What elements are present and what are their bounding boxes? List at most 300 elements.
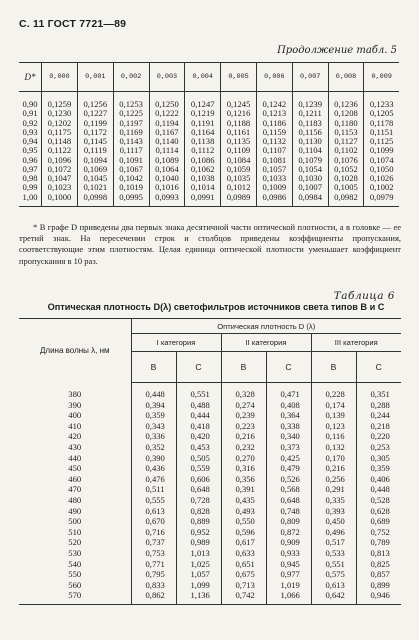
table-cell: 0,1227 [77, 109, 113, 118]
table-cell: 0,390 [131, 453, 176, 464]
wavelength-cell: 390 [68, 399, 82, 410]
table-cell: 0,1138 [185, 137, 221, 146]
table-cell: 0,336 [131, 431, 176, 442]
table-cell: 0,343 [131, 421, 176, 432]
table-cell: 0,444 [176, 410, 221, 421]
table-cell: 0,713 [221, 580, 266, 591]
table-cell: 0,1169 [113, 128, 149, 137]
table-cell: 0,1127 [328, 137, 364, 146]
table-cell: 0,1072 [42, 165, 78, 174]
table-cell: 0,1186 [256, 119, 292, 128]
table-cell: 1,013 [176, 548, 221, 559]
table-cell: 0,1233 [364, 92, 399, 110]
column-header: 0,005 [221, 63, 257, 92]
table-cell: 0,568 [266, 484, 311, 495]
table-cell: 0,1175 [42, 128, 78, 137]
table-cell: 0,305 [356, 453, 401, 464]
d-column-header: D* [19, 63, 42, 92]
row-label: 0,95 [22, 145, 38, 156]
table-row [19, 463, 401, 474]
table-cell: 0,139 [311, 410, 356, 421]
table-cell: 0,352 [131, 442, 176, 453]
table-cell: 0,270 [221, 453, 266, 464]
table-cell: 0,1242 [256, 92, 292, 110]
table-cell: 0,1161 [221, 128, 257, 137]
table-cell: 0,1074 [364, 156, 399, 165]
wavelength-cell: 550 [68, 569, 82, 580]
wavelength-cell: 430 [68, 441, 82, 452]
table-cell: 0,0995 [113, 193, 149, 207]
table-cell: 0,1180 [328, 119, 364, 128]
column-header: 0,001 [77, 63, 113, 92]
table-cell: 0,872 [266, 527, 311, 538]
table-cell: 0,1213 [256, 109, 292, 118]
table-cell: 0,1104 [292, 146, 328, 155]
table-cell: 0,933 [266, 548, 311, 559]
table-row [19, 383, 401, 400]
table-row [19, 92, 399, 110]
table-cell: 0,0984 [292, 193, 328, 207]
table-cell: 0,1159 [256, 128, 292, 137]
column-header: 0,007 [292, 63, 328, 92]
row-label: 0,99 [22, 182, 38, 193]
table-cell: 0,946 [356, 590, 401, 604]
table-row [19, 516, 401, 527]
table-cell: 0,1081 [256, 156, 292, 165]
table-cell: 0,453 [176, 442, 221, 453]
wavelength-cell: 460 [68, 473, 82, 484]
table-cell: 0,1009 [256, 183, 292, 192]
table-cell: 1,136 [176, 590, 221, 604]
table-cell: 0,394 [131, 400, 176, 411]
table-cell: 0,1236 [328, 92, 364, 110]
table-cell: 0,448 [356, 484, 401, 495]
table-row [19, 410, 401, 421]
table-cell: 0,1178 [364, 119, 399, 128]
table-row [19, 400, 401, 411]
table-cell: 0,351 [356, 383, 401, 400]
table-cell: 0,218 [356, 421, 401, 432]
table-cell: 0,391 [221, 484, 266, 495]
table-cell: 0,1062 [185, 165, 221, 174]
table-row [19, 431, 401, 442]
table-cell: 0,575 [311, 569, 356, 580]
table-cell: 0,373 [266, 442, 311, 453]
table-row [19, 495, 401, 506]
table-cell: 0,517 [311, 537, 356, 548]
table-cell: 0,436 [131, 463, 176, 474]
table-cell: 0,216 [311, 463, 356, 474]
table-cell: 0,1167 [149, 128, 185, 137]
table-cell: 0,0982 [328, 193, 364, 207]
table-cell: 0,1089 [149, 156, 185, 165]
table-cell: 0,340 [266, 431, 311, 442]
table-row [19, 527, 401, 538]
table-cell: 0,505 [176, 453, 221, 464]
table-cell: 0,450 [311, 516, 356, 527]
table-cell: 0,753 [131, 548, 176, 559]
table-cell: 0,1216 [221, 109, 257, 118]
table-cell: 0,435 [221, 495, 266, 506]
table-row [19, 559, 401, 570]
table-cell: 0,1040 [149, 174, 185, 183]
table-row [19, 474, 401, 485]
table-cell: 0,1012 [221, 183, 257, 192]
wavelength-cell: 570 [19, 590, 131, 604]
table-cell: 0,771 [131, 559, 176, 570]
table-cell: 0,550 [221, 516, 266, 527]
table-cell: 0,1219 [185, 109, 221, 118]
table-cell: 0,228 [311, 383, 356, 400]
table-cell: 0,1057 [256, 165, 292, 174]
column-header: 0,008 [328, 63, 364, 92]
table-cell: 0,288 [356, 400, 401, 411]
table-cell: 0,1230 [42, 109, 78, 118]
wavelength-cell: 470 [68, 484, 82, 495]
table-cell: 0,356 [221, 474, 266, 485]
table-cell: 0,223 [221, 421, 266, 432]
table-5-header-row [19, 63, 399, 92]
table-cell: 1,025 [176, 559, 221, 570]
table-cell: 0,1016 [149, 183, 185, 192]
table-cell: 0,633 [221, 548, 266, 559]
wavelength-cell: 420 [68, 431, 82, 442]
table-cell: 0,132 [311, 442, 356, 453]
table-cell: 0,1026 [364, 174, 399, 183]
table-cell: 0,1030 [292, 174, 328, 183]
table-cell: 0,737 [131, 537, 176, 548]
table-cell: 0,471 [266, 383, 311, 400]
table-cell: 0,1191 [185, 119, 221, 128]
table-cell: 0,174 [311, 400, 356, 411]
table-cell: 0,1052 [328, 165, 364, 174]
table-cell: 0,1145 [77, 137, 113, 146]
table-cell: 0,613 [311, 580, 356, 591]
table-cell: 0,716 [131, 527, 176, 538]
table-6-title: Таблица 6 [333, 290, 395, 302]
table-cell: 0,274 [221, 400, 266, 411]
table-row [19, 569, 401, 580]
table-cell: 0,670 [131, 516, 176, 527]
table-cell: 0,408 [266, 400, 311, 411]
table-cell: 0,1188 [221, 119, 257, 128]
table-cell: 0,1094 [77, 156, 113, 165]
wavelength-cell: 540 [68, 558, 82, 569]
table-cell: 0,393 [311, 506, 356, 517]
table-cell: 0,1130 [292, 137, 328, 146]
table-cell: 0,1091 [113, 156, 149, 165]
table-cell: 0,648 [266, 495, 311, 506]
table-cell: 0,1005 [328, 183, 364, 192]
table-cell: 0,1079 [292, 156, 328, 165]
table-cell: 0,1225 [113, 109, 149, 118]
table-cell: 0,291 [311, 484, 356, 495]
table-cell: 0,335 [311, 495, 356, 506]
table-cell: 0,1202 [42, 119, 78, 128]
table-cell: 0,642 [311, 590, 356, 604]
table-cell: 0,244 [356, 410, 401, 421]
row-label: 1,00 [19, 193, 42, 207]
category-header: I категория [131, 334, 221, 352]
table-cell: 0,425 [266, 453, 311, 464]
column-header: 0,009 [364, 63, 399, 92]
table-cell: 0,526 [266, 474, 311, 485]
table-cell: 0,316 [221, 463, 266, 474]
table-cell: 0,479 [266, 463, 311, 474]
table-row [19, 484, 401, 495]
table-cell: 0,216 [221, 431, 266, 442]
row-label: 0,93 [22, 126, 38, 137]
table-cell: 0,1028 [328, 174, 364, 183]
table-cell: 0,1259 [42, 92, 78, 110]
table-cell: 0,559 [176, 463, 221, 474]
table-cell: 0,0998 [77, 193, 113, 207]
table-cell: 0,170 [311, 453, 356, 464]
table-cell: 0,833 [131, 580, 176, 591]
source-type-header: B [311, 352, 356, 383]
table-cell: 0,1143 [113, 137, 149, 146]
table-cell: 0,364 [266, 410, 311, 421]
table-cell: 0,496 [311, 527, 356, 538]
source-type-header: B [221, 352, 266, 383]
table-cell: 0,1059 [221, 165, 257, 174]
table-row [19, 580, 401, 591]
table-cell: 0,606 [176, 474, 221, 485]
table-cell: 0,977 [266, 569, 311, 580]
table-cell: 0,338 [266, 421, 311, 432]
table-cell: 0,528 [356, 495, 401, 506]
table-cell: 0,493 [221, 506, 266, 517]
table-cell: 0,789 [356, 537, 401, 548]
table-cell: 0,0991 [185, 193, 221, 207]
table-cell: 0,945 [266, 559, 311, 570]
table-cell: 0,899 [356, 580, 401, 591]
table-row [19, 442, 401, 453]
footnote-paragraph: * В графе D приведены два первых знака десятичной части оптической плотности, а в головке — ее третий знак. На пересечении строк и столбцов приведены коэффициенты пропускания, соответствующие этим плотностям. Целая единица оптической плотности уменьшает коэффициент пропускания в 10 раз. [19, 222, 401, 266]
table-cell: 0,0986 [256, 193, 292, 207]
table-cell: 0,1023 [42, 183, 78, 192]
row-label: 0,98 [22, 173, 38, 183]
table-cell: 0,1107 [256, 146, 292, 155]
table-cell: 0,406 [356, 474, 401, 485]
table-cell: 0,596 [221, 527, 266, 538]
table-cell: 0,511 [131, 484, 176, 495]
table-cell: 0,1199 [77, 119, 113, 128]
table-cell: 0,795 [131, 569, 176, 580]
table-cell: 0,1256 [77, 92, 113, 110]
table-cell: 0,1245 [221, 92, 257, 110]
row-label: 0,91 [22, 108, 38, 119]
table-cell: 0,1148 [42, 137, 78, 146]
optical-density-header: Оптическая плотность D (λ) [131, 319, 401, 334]
table-cell: 0,1069 [77, 165, 113, 174]
table-row [19, 590, 401, 604]
column-header: 0,003 [149, 63, 185, 92]
table-cell: 0,857 [356, 569, 401, 580]
table-cell: 0,1042 [113, 174, 149, 183]
table-cell: 0,1140 [149, 137, 185, 146]
table-cell: 0,862 [131, 590, 176, 604]
table-cell: 0,889 [176, 516, 221, 527]
table-cell: 0,1038 [185, 174, 221, 183]
wavelength-cell: 530 [68, 547, 82, 558]
row-label: 0,94 [22, 136, 38, 146]
table-cell: 0,1064 [149, 165, 185, 174]
table-cell: 0,1117 [113, 146, 149, 155]
table-cell: 0,1164 [185, 128, 221, 137]
table-cell: 0,1102 [328, 146, 364, 155]
table-cell: 0,420 [176, 431, 221, 442]
table-cell: 0,1076 [328, 156, 364, 165]
table-cell: 0,617 [221, 537, 266, 548]
table-cell: 1,099 [176, 580, 221, 591]
table-cell: 0,1253 [113, 92, 149, 110]
category-header: II категория [221, 334, 311, 352]
table-cell: 0,628 [356, 506, 401, 517]
table-cell: 0,748 [266, 506, 311, 517]
table-cell: 1,057 [176, 569, 221, 580]
column-header: 0,002 [113, 63, 149, 92]
table-cell: 0,1084 [221, 156, 257, 165]
row-label: 0,96 [22, 154, 38, 165]
wavelength-cell: 480 [68, 494, 82, 505]
table-cell: 0,1119 [77, 146, 113, 155]
table-6-optical-density [19, 318, 401, 605]
table-cell: 0,359 [356, 463, 401, 474]
table-cell: 0,1211 [292, 109, 328, 118]
table-cell: 0,1153 [328, 128, 364, 137]
table-cell: 0,1035 [221, 174, 257, 183]
table-cell: 0,551 [176, 383, 221, 400]
wavelength-cell: 520 [68, 537, 82, 548]
table-cell: 0,752 [356, 527, 401, 538]
table-cell: 0,256 [311, 474, 356, 485]
table-cell: 0,1250 [149, 92, 185, 110]
table-cell: 0,1007 [292, 183, 328, 192]
table-cell: 0,551 [311, 559, 356, 570]
table-cell: 0,809 [266, 516, 311, 527]
table-cell: 0,1197 [113, 119, 149, 128]
table-cell: 0,359 [131, 410, 176, 421]
table-cell: 0,1109 [221, 146, 257, 155]
table-cell: 0,952 [176, 527, 221, 538]
table-cell: 0,0989 [221, 193, 257, 207]
table-row [19, 548, 401, 559]
table-cell: 0,232 [221, 442, 266, 453]
table-cell: 0,1021 [77, 183, 113, 192]
wavelength-cell: 490 [68, 505, 82, 516]
row-label: 0,97 [22, 163, 38, 174]
table-cell: 0,116 [311, 431, 356, 442]
table-cell: 0,1172 [77, 128, 113, 137]
wavelength-header: Длина волны λ, нм [19, 319, 131, 383]
table-row [19, 537, 401, 548]
table-cell: 0,1114 [149, 146, 185, 155]
table-cell: 0,488 [176, 400, 221, 411]
wavelength-cell: 440 [68, 452, 82, 463]
footnote [19, 222, 401, 267]
table-cell: 0,253 [356, 442, 401, 453]
table-cell: 1,019 [266, 580, 311, 591]
table-cell: 0,1222 [149, 109, 185, 118]
table-continuation-label: Продолжение табл. 5 [277, 45, 397, 56]
wavelength-cell: 380 [68, 388, 82, 399]
table-cell: 0,651 [221, 559, 266, 570]
source-type-header: C [356, 352, 401, 383]
table-cell: 0,123 [311, 421, 356, 432]
row-label: 0,90 [22, 99, 38, 109]
table-row [19, 506, 401, 517]
table-cell: 0,555 [131, 495, 176, 506]
table-cell: 0,533 [311, 548, 356, 559]
table-cell: 0,1132 [256, 137, 292, 146]
table-cell: 0,418 [176, 421, 221, 432]
table-cell: 0,1151 [364, 128, 399, 137]
table-cell: 0,476 [131, 474, 176, 485]
wavelength-cell: 400 [68, 410, 82, 421]
column-header: 0,006 [256, 63, 292, 92]
table-cell: 0,1096 [42, 156, 78, 165]
table-cell: 0,1156 [292, 128, 328, 137]
table-cell: 0,1000 [42, 193, 78, 207]
wavelength-cell: 560 [68, 579, 82, 590]
source-type-header: C [266, 352, 311, 383]
table-cell: 0,909 [266, 537, 311, 548]
wavelength-cell: 450 [68, 463, 82, 474]
table-cell: 0,1019 [113, 183, 149, 192]
table-row [19, 453, 401, 464]
table-row [19, 193, 399, 207]
table-cell: 0,1014 [185, 183, 221, 192]
table-cell: 0,1247 [185, 92, 221, 110]
source-type-header: C [176, 352, 221, 383]
table-6-caption: Оптическая плотность D(λ) светофильтров источников света типов В и С [47, 302, 385, 312]
table-cell: 0,1208 [328, 109, 364, 118]
source-type-header: B [131, 352, 176, 383]
table-cell: 0,1047 [42, 174, 78, 183]
table-cell: 0,1122 [42, 146, 78, 155]
table-cell: 0,328 [221, 383, 266, 400]
table-5-transmittance [19, 62, 399, 207]
table-cell: 0,742 [221, 590, 266, 604]
table-cell: 0,675 [221, 569, 266, 580]
table-cell: 0,1112 [185, 146, 221, 155]
table-cell: 0,989 [176, 537, 221, 548]
table-cell: 0,1239 [292, 92, 328, 110]
page-header: С. 11 ГОСТ 7721—89 [19, 18, 127, 30]
table-cell: 0,1067 [113, 165, 149, 174]
table-cell: 0,648 [176, 484, 221, 495]
table-cell: 0,1002 [364, 183, 399, 192]
table-cell: 0,1086 [185, 156, 221, 165]
table-row [19, 421, 401, 432]
table-cell: 0,1050 [364, 165, 399, 174]
table-cell: 0,1194 [149, 119, 185, 128]
table-cell: 0,220 [356, 431, 401, 442]
table-cell: 0,1045 [77, 174, 113, 183]
wavelength-cell: 510 [68, 526, 82, 537]
table-cell: 1,066 [266, 590, 311, 604]
wavelength-cell: 410 [68, 420, 82, 431]
table-cell: 0,448 [131, 383, 176, 400]
table-cell: 0,689 [356, 516, 401, 527]
column-header: 0,000 [42, 63, 78, 92]
table-cell: 0,728 [176, 495, 221, 506]
table-cell: 0,613 [131, 506, 176, 517]
row-label: 0,92 [22, 117, 38, 128]
column-header: 0,004 [185, 63, 221, 92]
table-cell: 0,1205 [364, 109, 399, 118]
